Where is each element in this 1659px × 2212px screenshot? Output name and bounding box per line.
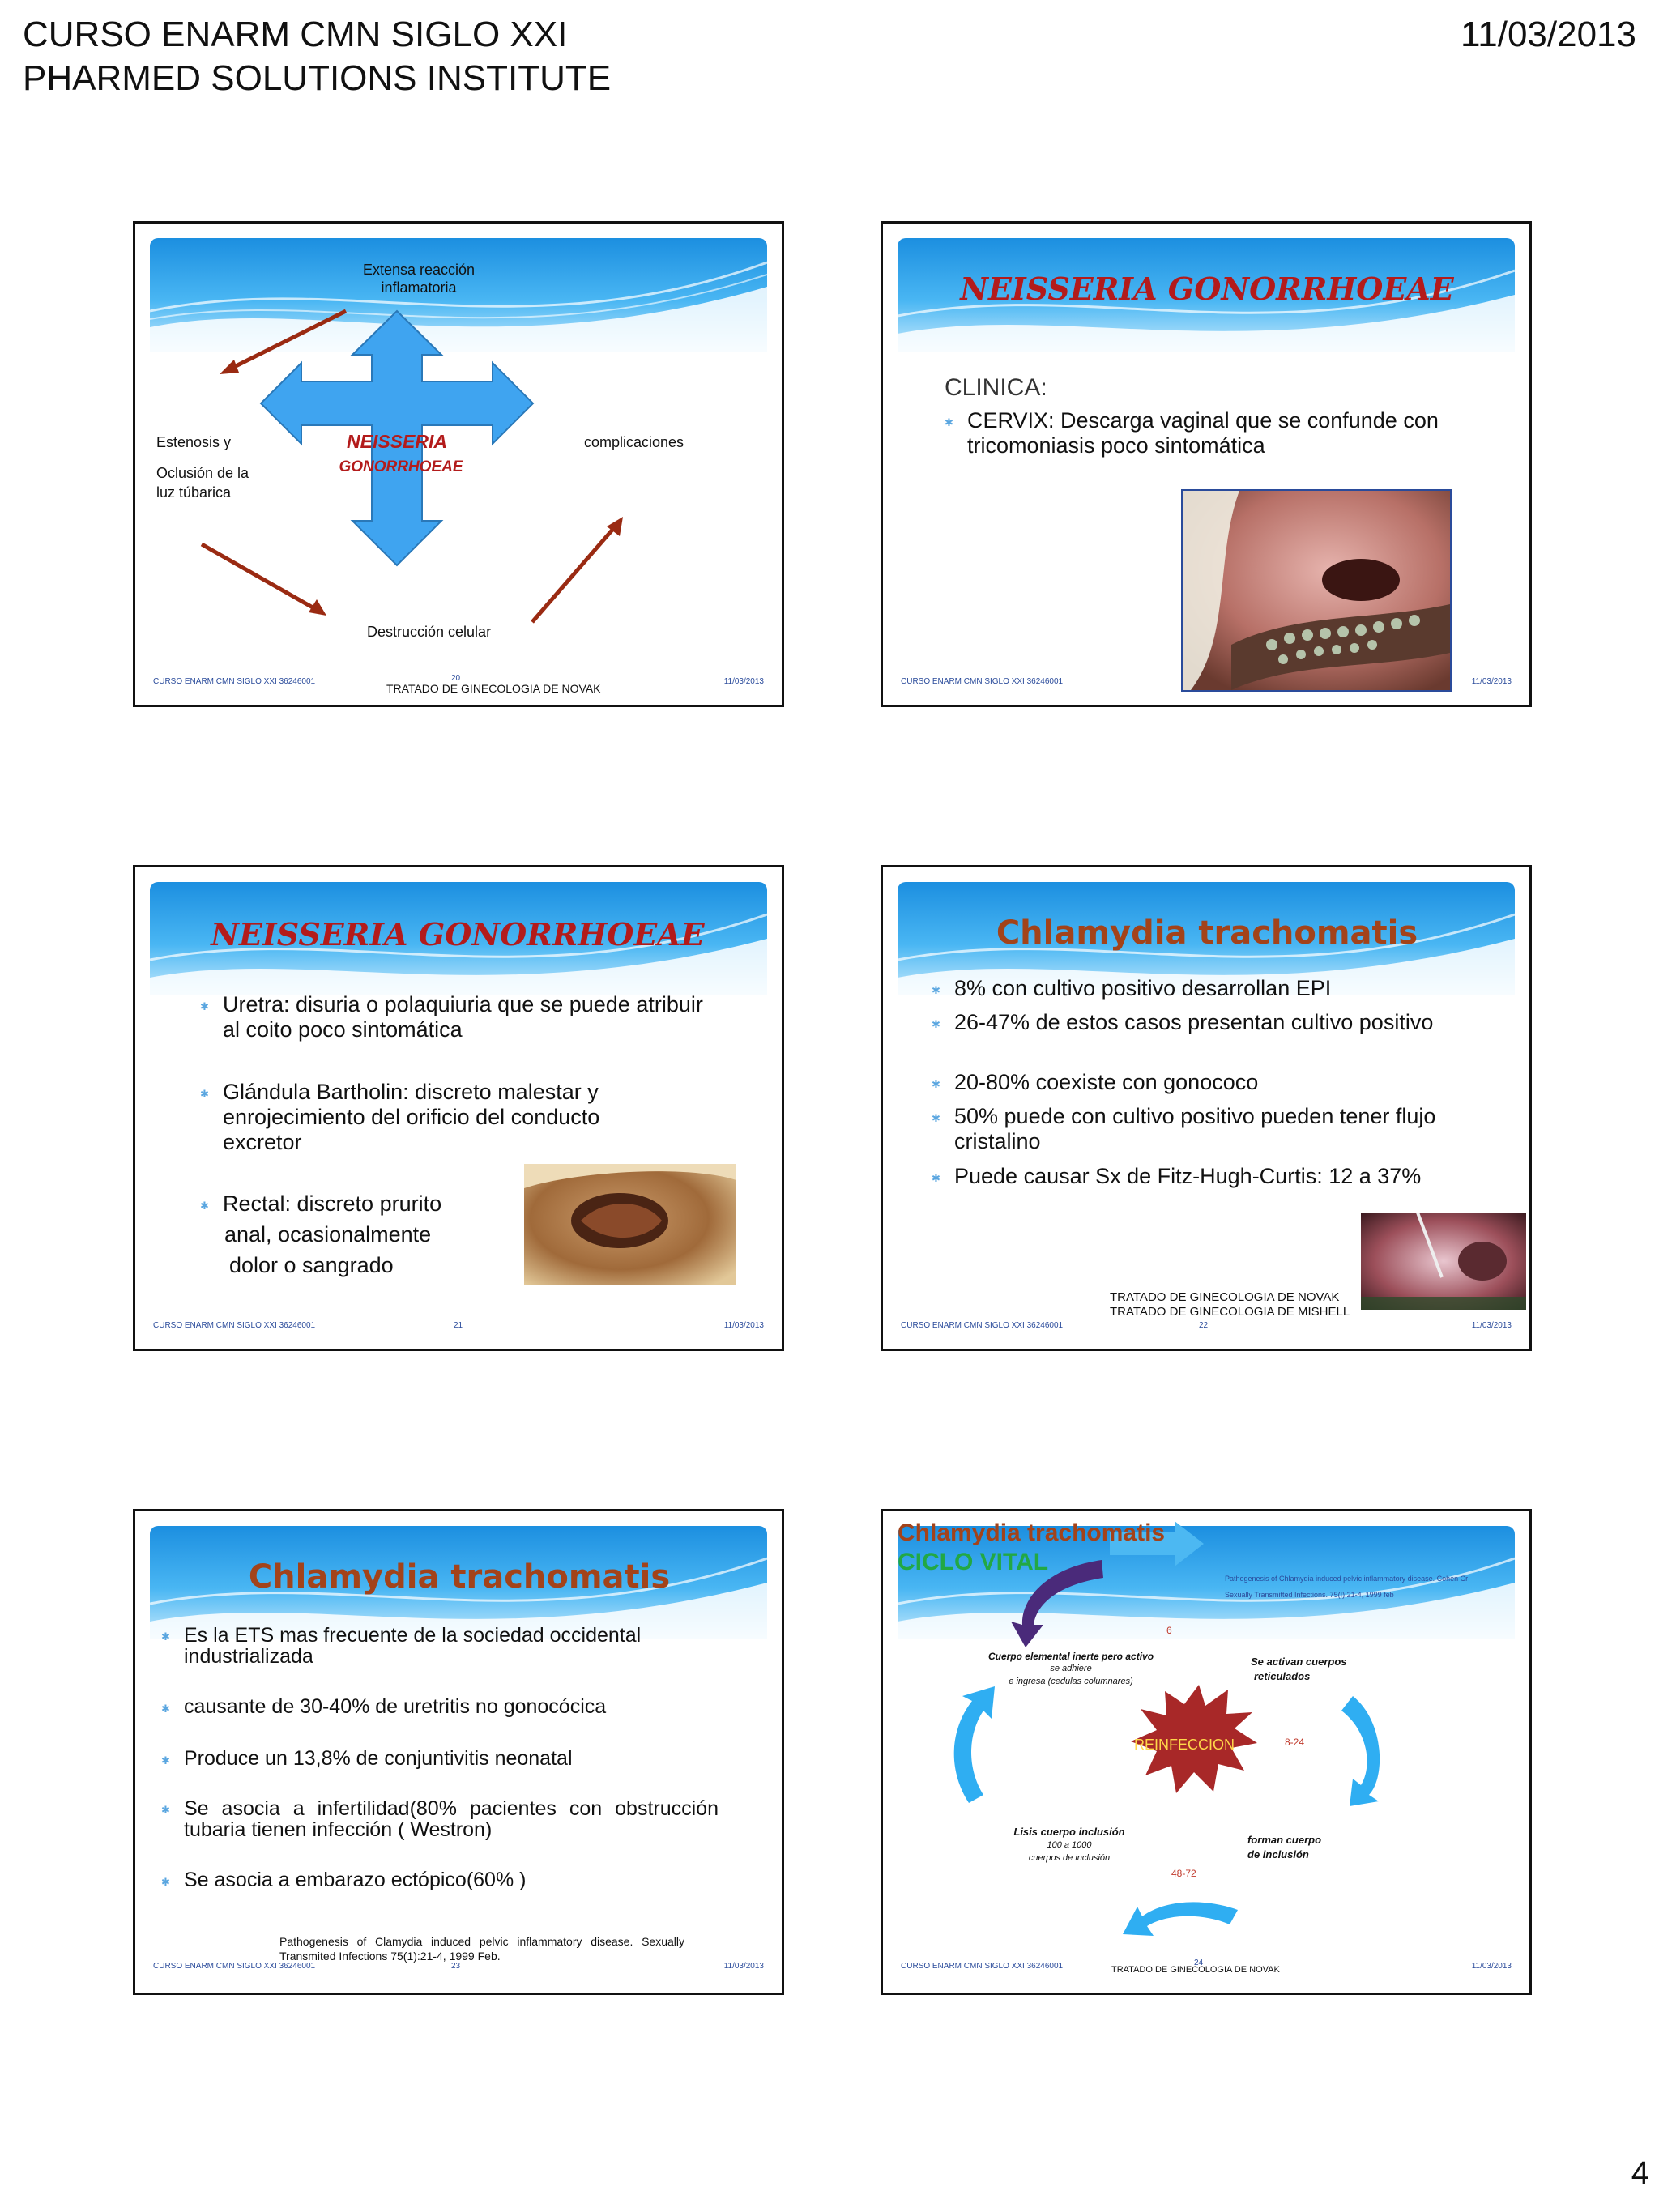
slide-number: 20	[451, 674, 461, 683]
slide-title: Chlamydia trachomatis	[898, 1519, 1166, 1546]
step-inclusion-body-2: de inclusión	[1247, 1848, 1309, 1860]
slide-footer-left: CURSO ENARM CMN SIGLO XXI 36246001	[153, 1962, 316, 1971]
clinica-subtitle: CLINICA:	[945, 374, 1047, 401]
step-elemental-body-3: e ingresa (cedulas columnares)	[1009, 1677, 1133, 1686]
header-institute: PHARMED SOLUTIONS INSTITUTE	[23, 58, 612, 98]
slide-number: 24	[1194, 1958, 1204, 1967]
cervix-photo	[1181, 489, 1452, 692]
slide-footer-left: CURSO ENARM CMN SIGLO XXI 36246001	[901, 1321, 1064, 1330]
header-course: CURSO ENARM CMN SIGLO XXI	[23, 15, 568, 54]
bullet-2: ✱ causante de 30-40% de uretritis no gonocócica	[161, 1694, 719, 1720]
reference-top-1: Pathogenesis of Chlamydia induced pelvic inflammatory disease. Cohen Cr	[1225, 1575, 1469, 1583]
reference-top-2: Sexually Transmitted Infections. 75(I):21-4, 1999 feb	[1225, 1591, 1394, 1599]
bullet-cervix: ✱ CERVIX: Descarga vaginal que se confunde con tricomoniasis poco sintomática	[945, 408, 1502, 458]
slide-footer-date: 11/03/2013	[723, 677, 764, 686]
laparoscopy-photo	[1361, 1213, 1526, 1310]
slide-reference: TRATADO DE GINECOLOGIA DE NOVAK	[1111, 1965, 1280, 1975]
step-lysis: Lisis cuerpo inclusión	[1013, 1826, 1125, 1838]
step-elemental-body: Cuerpo elemental inerte pero activo	[987, 1651, 1154, 1662]
slide-5	[133, 1509, 784, 1995]
slide-number: 22	[1199, 1321, 1209, 1330]
slide-4	[881, 865, 1532, 1351]
rectal-photo	[524, 1164, 736, 1285]
slide-footer-date: 11/03/2013	[723, 1962, 764, 1971]
bullet-4: ✱ 50% puede con cultivo positivo pueden tener flujo cristalino	[932, 1104, 1456, 1154]
bullet-5: ✱ Puede causar Sx de Fitz-Hugh-Curtis: 12 a 37%	[932, 1164, 1456, 1189]
label-6: 6	[1166, 1625, 1172, 1636]
slide-title: Chlamydia trachomatis	[248, 1558, 671, 1596]
slide-6	[881, 1509, 1532, 1995]
slide-number: 23	[451, 1962, 461, 1971]
step-lysis-3: cuerpos de inclusión	[1028, 1853, 1111, 1863]
label-8-24: 8-24	[1285, 1737, 1305, 1748]
slide-footer-date: 11/03/2013	[723, 1321, 764, 1330]
center-label-1: NEISSERIA	[347, 431, 447, 452]
center-label-2: GONORRHOEAE	[339, 458, 463, 475]
step-inclusion-body: forman cuerpo	[1247, 1834, 1322, 1846]
slide-1	[133, 221, 784, 707]
slide-footer-date: 11/03/2013	[1471, 1321, 1512, 1330]
page-number: 4	[1631, 2155, 1649, 2191]
reference-mishell: TRATADO DE GINECOLOGIA DE MISHELL	[1110, 1305, 1350, 1319]
slide-footer-left: CURSO ENARM CMN SIGLO XXI 36246001	[153, 677, 316, 686]
slide-footer-date: 11/03/2013	[1471, 1962, 1512, 1971]
reference-novak: TRATADO DE GINECOLOGIA DE NOVAK	[1110, 1290, 1340, 1304]
slide-title: NEISSERIA GONORRHOEAE	[211, 916, 705, 953]
label-48-72: 48-72	[1171, 1868, 1196, 1879]
slide-footer-left: CURSO ENARM CMN SIGLO XXI 36246001	[153, 1321, 316, 1330]
slide-subtitle: CICLO VITAL	[898, 1549, 1049, 1575]
bullet-rectal-line2: anal, ocasionalmente	[224, 1222, 432, 1247]
left-label-1: Estenosis y	[156, 434, 232, 450]
bullet-3: ✱ Produce un 13,8% de conjuntivitis neonatal	[161, 1746, 719, 1771]
bullet-3: ✱ 20-80% coexiste con gonococo	[932, 1070, 1473, 1095]
bullet-5: ✱ Se asocia a embarazo ectópico(60% )	[161, 1868, 719, 1893]
top-label: Extensa reacción inflamatoria	[362, 262, 476, 296]
right-label: complicaciones	[584, 434, 684, 450]
slide-footer-date: 11/03/2013	[1471, 677, 1512, 686]
slide-2	[881, 221, 1532, 707]
bullet-uretra: ✱ Uretra: disuria o polaquiuria que se puede atribuir al coito poco sintomática	[200, 992, 725, 1042]
step-elemental-body-2: se adhiere	[1050, 1664, 1092, 1673]
slide-3	[133, 865, 784, 1351]
bottom-label: Destrucción celular	[367, 624, 492, 640]
bullet-2: ✱ 26-47% de estos casos presentan cultivo positivo	[932, 1010, 1440, 1035]
left-label-2: Oclusión de la luz túbarica	[156, 465, 249, 501]
bullet-4: ✱ Se asocia a infertilidad(80% pacientes con obstrucción tubaria tienen infección ( Westron)	[161, 1798, 719, 1840]
bullet-1: ✱ 8% con cultivo positivo desarrollan EPI	[932, 976, 1473, 1001]
slide-title: Chlamydia trachomatis	[996, 914, 1418, 952]
bullet-rectal: ✱ Rectal: discreto prurito	[200, 1191, 514, 1217]
reinfection-label: REINFECCION	[1133, 1737, 1235, 1753]
slide-number: 21	[454, 1321, 463, 1330]
step-reticulate-bodies: Se activan cuerpos	[1251, 1656, 1347, 1668]
bullet-rectal-line3: dolor o sangrado	[229, 1253, 394, 1277]
step-lysis-2: 100 a 1000	[1047, 1840, 1092, 1850]
slide-footer-left: CURSO ENARM CMN SIGLO XXI 36246001	[901, 1962, 1064, 1971]
slide-footer-left: CURSO ENARM CMN SIGLO XXI 36246001	[901, 677, 1064, 686]
slide-reference: Pathogenesis of Clamydia induced pelvic inflammatory disease. Sexually Transmited Infections 75(1):21-4, 1999 Feb.	[279, 1935, 684, 1963]
header-date: 11/03/2013	[1461, 15, 1636, 54]
bullet-bartholin: ✱ Glándula Bartholin: discreto malestar y enrojecimiento del orificio del conducto excretor	[200, 1080, 676, 1155]
step-reticulate-bodies-2: reticulados	[1254, 1670, 1311, 1682]
slide-title: NEISSERIA GONORRHOEAE	[960, 271, 1454, 307]
bullet-1: ✱ Es la ETS mas frecuente de la sociedad occidental industrializada	[161, 1625, 702, 1667]
slide-reference: TRATADO DE GINECOLOGIA DE NOVAK	[386, 682, 601, 695]
